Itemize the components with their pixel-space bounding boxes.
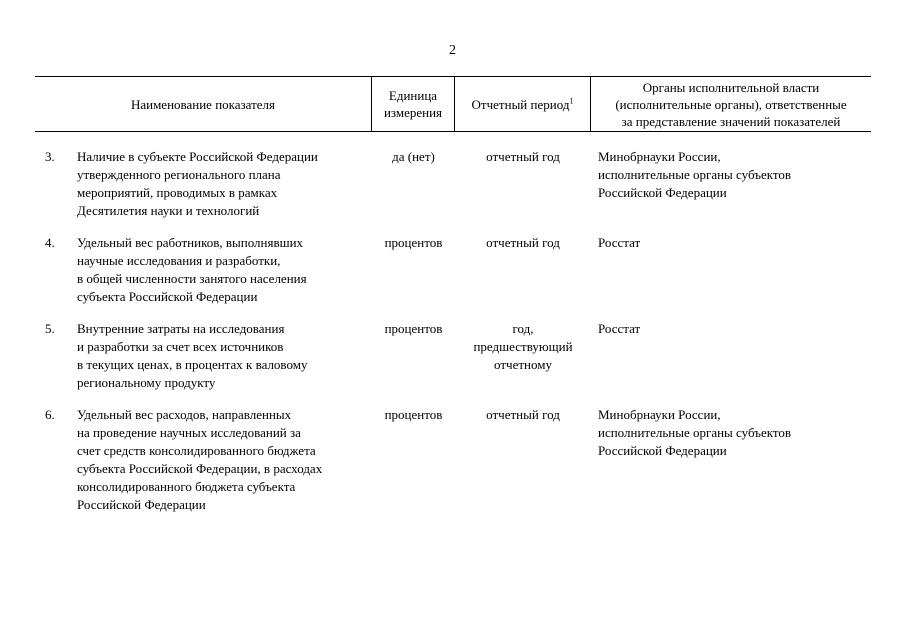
reporting-period: год, предшествующий отчетному <box>473 321 573 372</box>
column-header-name-label: Наименование показателя <box>130 96 276 112</box>
column-header-org-label: Органы исполнительной власти (исполнительные органы), ответственные за представление значений показателей <box>615 79 847 129</box>
row-number: 3. <box>45 149 55 164</box>
column-header-period-label <box>472 96 574 113</box>
indicator-name: Удельный вес работников, выполнявших научные исследования и разработки, в общей численности занятого населения субъекта Российской Федерации <box>77 235 307 304</box>
column-header-period <box>455 77 591 131</box>
row-number: 5. <box>45 321 55 336</box>
column-header-period-text: Отчетный период <box>471 96 570 112</box>
row-number: 6. <box>45 407 55 422</box>
indicator-name: Удельный вес расходов, направленных на проведение научных исследований за счет средств консолидированного бюджета субъекта Российской Федерации, в расходах консолидированного бюджета субъекта Российской Федерации <box>77 407 323 512</box>
responsible-authority: Минобрнауки России, исполнительные органы субъектов Российской Федерации <box>598 407 792 458</box>
column-header-unit-label: Единица измерения <box>383 88 443 120</box>
unit-of-measure: процентов <box>384 235 443 250</box>
indicator-name: Внутренние затраты на исследования и разработки за счет всех источников в текущих ценах, в процентах к валовому региональному продукту <box>77 321 308 390</box>
responsible-authority: Росстат <box>598 321 641 336</box>
reporting-period: отчетный год <box>486 149 560 164</box>
column-header-org <box>591 77 871 131</box>
reporting-period: отчетный год <box>486 235 560 250</box>
table-header <box>35 76 871 132</box>
unit-of-measure: процентов <box>384 407 443 422</box>
unit-of-measure: процентов <box>384 321 443 336</box>
column-header-unit <box>372 77 455 131</box>
unit-of-measure: да (нет) <box>392 149 435 164</box>
reporting-period: отчетный год <box>486 407 560 422</box>
footnote-marker: 1 <box>569 96 574 106</box>
row-number: 4. <box>45 235 55 250</box>
column-header-name <box>35 77 372 131</box>
indicator-name: Наличие в субъекте Российской Федерации утвержденного регионального плана мероприятий, проводимых в рамках Десятилетия науки и технологий <box>77 149 318 218</box>
responsible-authority: Минобрнауки России, исполнительные органы субъектов Российской Федерации <box>598 149 792 200</box>
responsible-authority: Росстат <box>598 235 641 250</box>
page-number: 2 <box>449 43 456 58</box>
